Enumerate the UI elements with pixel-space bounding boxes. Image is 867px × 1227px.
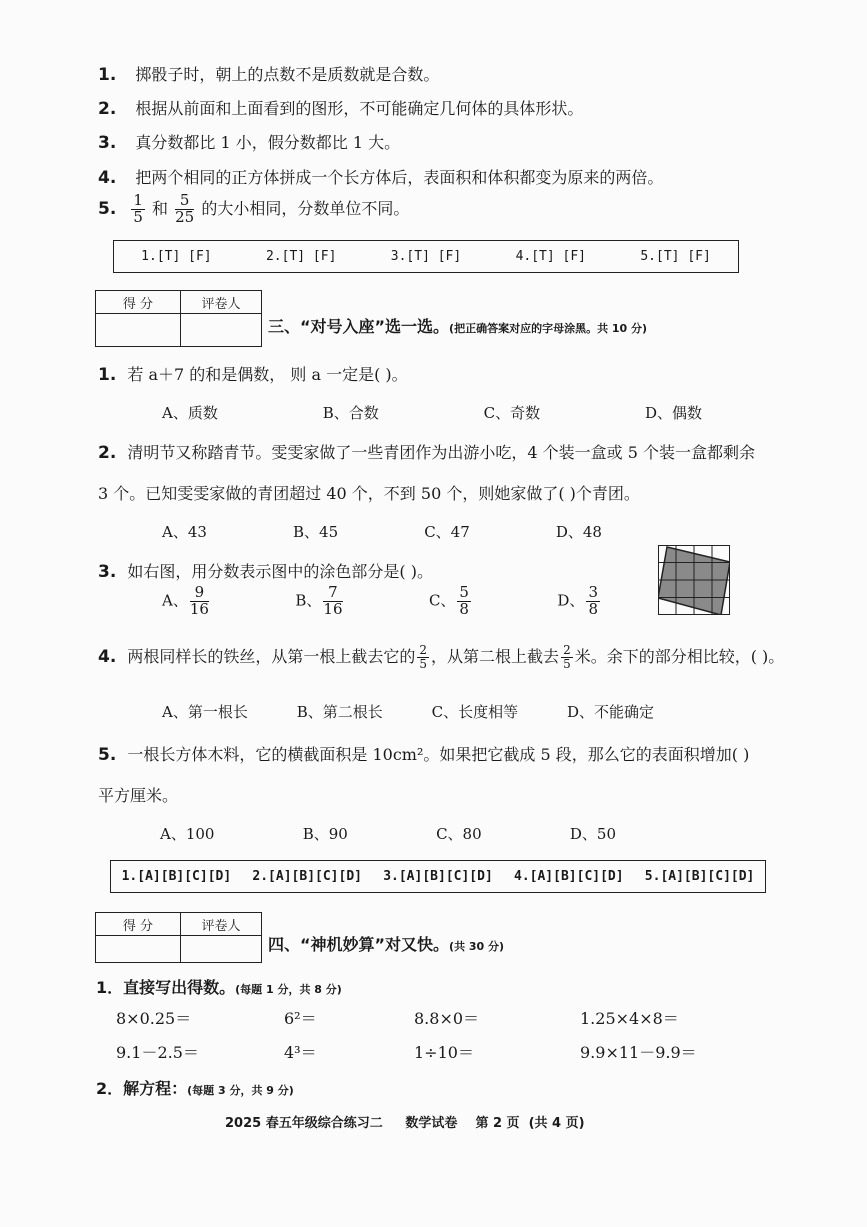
question-number: 5. (98, 745, 117, 765)
denominator: 8 (588, 599, 598, 618)
tf-question-1 (98, 62, 439, 85)
grader-label: 评卷人 (181, 291, 262, 314)
option-a: A、第一根长 (162, 703, 248, 721)
section-note: (把正确答案对应的字母涂黑。共 10 分) (449, 322, 648, 335)
numerator: 5 (175, 193, 194, 210)
option-a (162, 585, 211, 618)
fraction-1-5 (131, 193, 145, 226)
mc-q1-options (162, 402, 702, 423)
option-c: C、47 (424, 523, 470, 541)
question-number: 5. (98, 198, 117, 219)
option-c: C、奇数 (483, 404, 541, 422)
option-label: A、 (162, 591, 188, 610)
question-text: 把两个相同的正方体拼成一个长方体后，表面积和体积都变为原来的两倍。 (135, 168, 664, 187)
calc-row-2 (116, 1040, 716, 1062)
numerator: 2 (563, 643, 571, 658)
numerator: 1 (133, 191, 143, 209)
option-a: A、43 (162, 523, 207, 541)
question-text: 掷骰子时，朝上的点数不是质数就是合数。 (135, 65, 440, 84)
page-footer: 2025 春五年级综合练习二 数学试卷 第 2 页 (共 4 页) (225, 1116, 585, 1131)
tf-answer-2[interactable]: 2.[T] [F] (265, 249, 337, 264)
score-table-section3 (95, 290, 262, 347)
option-b: B、45 (293, 523, 339, 541)
mc-question-4 (98, 644, 784, 671)
mc-question-5 (98, 742, 749, 765)
option-c: C、长度相等 (431, 703, 519, 721)
option-c (429, 585, 473, 618)
question-text: 如右图，用分数表示图中的涂色部分是( )。 (127, 562, 433, 581)
score-table-section4 (95, 912, 262, 963)
score-cell[interactable] (96, 314, 181, 347)
question-number: 1. (98, 365, 117, 385)
numerator: 2 (419, 643, 428, 658)
calc-item: 8×0.25＝ (116, 1009, 192, 1028)
tf-answer-5[interactable]: 5.[T] [F] (640, 249, 711, 264)
option-d: D、48 (555, 523, 602, 541)
shaded-square-grid-figure (658, 545, 730, 615)
calc-item: 1.25×4×8＝ (580, 1009, 679, 1028)
subsection-heading: 1．直接写出得数。 (96, 978, 236, 997)
calc-item: 9.1－2.5＝ (116, 1043, 199, 1062)
option-b: B、第二根长 (296, 703, 383, 721)
score-label: 得 分 (96, 913, 181, 936)
mc-answer-3[interactable]: 3.[A][B][C][D] (383, 869, 493, 884)
fraction (323, 585, 342, 618)
calc-item: 8.8×0＝ (414, 1009, 480, 1028)
option-d: D、偶数 (644, 404, 702, 422)
fraction (190, 585, 209, 618)
tf-question-4 (98, 165, 663, 188)
denominator: 16 (189, 599, 209, 618)
option-b (295, 585, 344, 618)
mc-answer-4[interactable]: 4.[A][B][C][D] (514, 869, 624, 884)
numerator: 5 (459, 583, 469, 601)
calc-heading-2 (96, 1076, 294, 1099)
question-number: 3. (98, 133, 117, 153)
tf-answer-box (113, 240, 739, 273)
denominator: 16 (323, 599, 343, 618)
question-text: 米。余下的部分相比较，( )。 (574, 647, 785, 666)
numerator: 7 (323, 585, 342, 602)
fraction-2-5 (561, 644, 573, 670)
mc-question-2 (98, 440, 755, 463)
section4-title (268, 932, 504, 955)
question-number: 4. (98, 168, 117, 188)
option-d: D、不能确定 (566, 703, 654, 721)
option-d (557, 585, 602, 618)
option-c: C、80 (436, 825, 482, 843)
denominator: 8 (459, 599, 469, 618)
mc-question-5-line2: 平方厘米。 (98, 786, 179, 805)
fraction-2-5 (417, 644, 429, 670)
denominator: 5 (133, 207, 143, 226)
mc-q4-options (162, 701, 654, 722)
option-b: B、合数 (322, 404, 379, 422)
mc-answer-5[interactable]: 5.[A][B][C][D] (644, 869, 755, 884)
mc-q5-options (160, 823, 616, 844)
section3-title (268, 314, 647, 337)
question-text: 真分数都比 1 小，假分数都比 1 大。 (135, 133, 401, 152)
grader-cell[interactable] (181, 936, 262, 963)
option-label: D、 (557, 591, 585, 610)
option-label: B、 (295, 591, 322, 610)
question-number: 1. (98, 65, 117, 85)
mc-question-3 (98, 559, 433, 582)
option-label: C、 (428, 591, 456, 610)
question-text: 若 a＋7 的和是偶数， 则 a 一定是( )。 (127, 365, 408, 384)
calc-item: 6²＝ (284, 1009, 317, 1028)
option-a: A、质数 (162, 404, 218, 422)
tf-answer-1[interactable]: 1.[T] [F] (141, 249, 212, 264)
calc-item: 9.9×11－9.9＝ (580, 1043, 697, 1062)
grader-cell[interactable] (181, 314, 262, 347)
question-text: 清明节又称踏青节。雯雯家做了一些青团作为出游小吃，4 个装一盒或 5 个装一盒都剩余 (127, 443, 756, 462)
question-number: 2. (98, 443, 117, 463)
option-a: A、100 (160, 825, 215, 843)
mc-question-2-line2: 3 个。已知雯雯家做的青团超过 40 个，不到 50 个，则她家做了( )个青团。 (98, 484, 640, 503)
tf-question-3 (98, 130, 400, 153)
question-text: 的大小相同，分数单位不同。 (201, 198, 410, 218)
question-text: 两根同样长的铁丝，从第一根上截去它的 (127, 647, 416, 666)
option-b: B、90 (302, 825, 348, 843)
section-note: (共 30 分) (449, 940, 505, 953)
numerator: 3 (588, 583, 598, 601)
calc-item: 4³＝ (284, 1043, 317, 1062)
mc-q3-options (162, 585, 602, 618)
tf-answer-3[interactable]: 3.[T] [F] (390, 249, 462, 264)
question-number: 4. (98, 647, 117, 667)
section-heading: 三、“对号入座”选一选。 (268, 317, 450, 336)
fraction (586, 585, 600, 618)
option-d: D、50 (569, 825, 616, 843)
score-cell[interactable] (96, 936, 181, 963)
mc-question-1 (98, 362, 408, 385)
question-text: ，从第二根上截去 (431, 647, 560, 666)
calc-row-1 (116, 1006, 696, 1028)
tf-question-5 (98, 193, 409, 226)
question-number: 3. (98, 562, 117, 582)
grader-label: 评卷人 (181, 913, 262, 936)
calc-item: 1÷10＝ (414, 1043, 474, 1062)
subsection-note: (每题 3 分，共 9 分) (187, 1084, 294, 1097)
denominator: 5 (419, 657, 428, 671)
denominator: 25 (175, 207, 195, 226)
fraction-5-25 (175, 193, 194, 226)
question-text: 根据从前面和上面看到的图形，不可能确定几何体的具体形状。 (135, 99, 584, 118)
mc-answer-1[interactable]: 1.[A][B][C][D] (121, 869, 232, 884)
tf-question-2 (98, 96, 583, 119)
section-heading: 四、“神机妙算”对又快。 (268, 935, 450, 954)
calc-heading-1 (96, 975, 342, 998)
question-text: 一根长方体木料，它的横截面积是 10cm²。如果把它截成 5 段，那么它的表面积增加( ) (127, 745, 750, 764)
mc-q2-options (162, 521, 602, 542)
subsection-note: (每题 1 分，共 8 分) (235, 983, 342, 996)
mc-answer-2[interactable]: 2.[A][B][C][D] (252, 869, 362, 884)
subsection-heading: 2．解方程： (96, 1079, 188, 1098)
question-number: 2. (98, 99, 117, 119)
score-label: 得 分 (96, 291, 181, 314)
question-text: 和 (152, 198, 169, 218)
fraction (457, 585, 471, 618)
numerator: 9 (190, 585, 209, 602)
tf-answer-4[interactable]: 4.[T] [F] (515, 249, 587, 264)
denominator: 5 (563, 657, 571, 671)
mc-answer-box (110, 860, 766, 893)
